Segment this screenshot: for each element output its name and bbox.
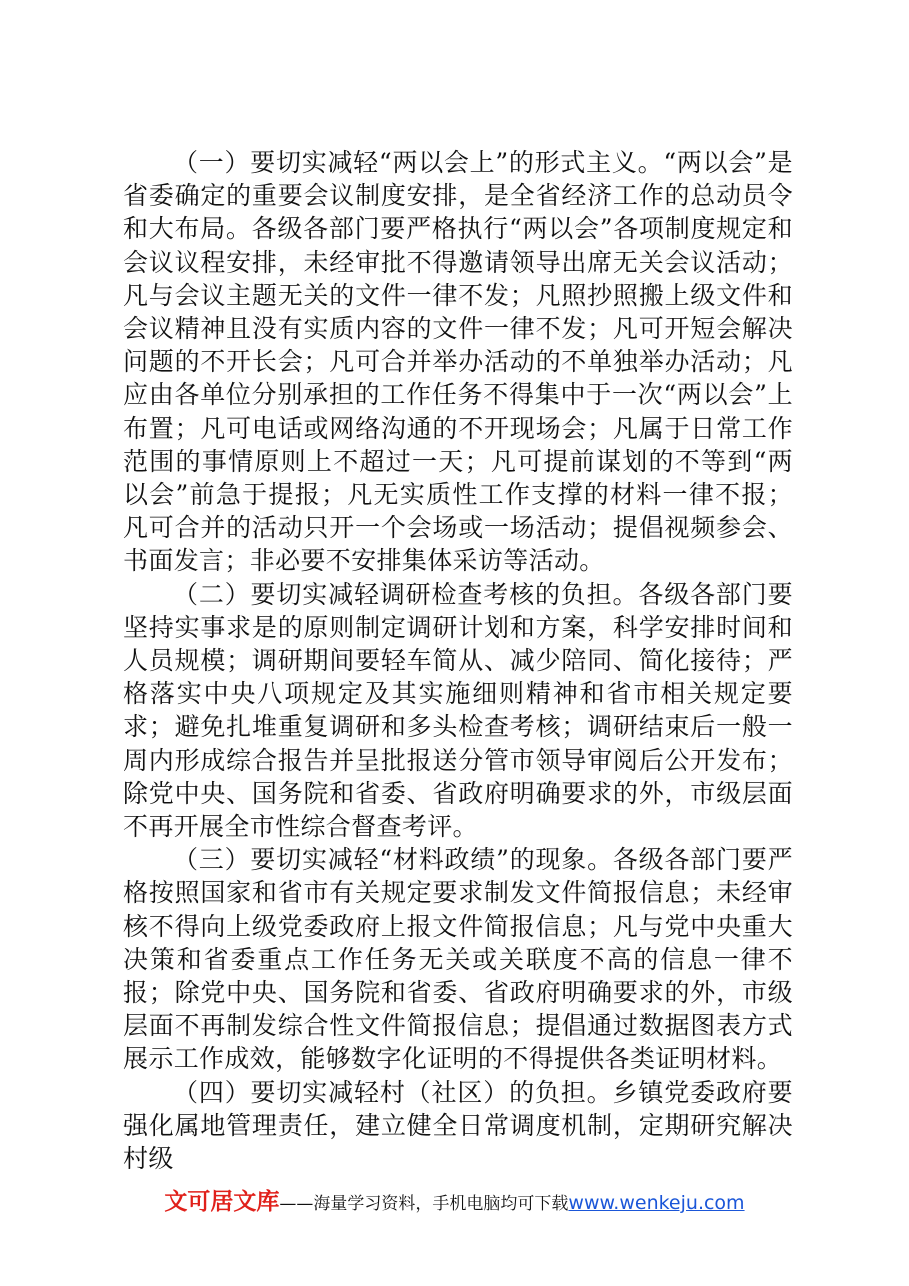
- brand-name: 文可居文库: [164, 1189, 280, 1215]
- footer-slogan: ——海量学习资料，手机电脑均可下载: [279, 1194, 569, 1214]
- paragraph-2: （二）要切实减轻调研检查考核的负担。各级各部门要坚持实事求是的原则制定调研计划和方案，科学安排时间和人员规模；调研期间要轻车简从、减少陪同、简化接待；严格落实中央八项规定及其实施细则精神和省市相关规定要求；避免扎堆重复调研和多头检查考核；调研结束后一般一周内形成综合报告并呈批报送分管市领导审阅后公开发布；除党中央、国务院和省委、省政府明确要求的外，市级层面不再开展全市性综合督查考评。: [123, 579, 793, 842]
- paragraph-1: （一）要切实减轻“两以会上”的形式主义。“两以会”是省委确定的重要会议制度安排，是全省经济工作的总动员令和大布局。各级各部门要严格执行“两以会”各项制度规定和会议议程安排，未经审批不得邀请领导出席无关会议活动；凡与会议主题无关的文件一律不发；凡照抄照搬上级文件和会议精神且没有实质内容的文件一律不发；凡可开短会解决问题的不开长会；凡可合并举办活动的不单独举办活动；凡应由各单位分别承担的工作任务不得集中于一次“两以会”上布置；凡可电话或网络沟通的不开现场会；凡属于日常工作范围的事情原则上不超过一天；凡可提前谋划的不等到“两以会”前急于提报；凡无实质性工作支撑的材料一律不报；凡可合并的活动只开一个会场或一场活动；提倡视频参会、书面发言；非必要不安排集体采访等活动。: [123, 148, 793, 576]
- paragraph-4: （四）要切实减轻村（社区）的负担。乡镇党委政府要强化属地管理责任，建立健全日常调度机制，定期研究解决村级: [123, 1077, 793, 1174]
- paragraph-3: （三）要切实减轻“材料政绩”的现象。各级各部门要严格按照国家和省市有关规定要求制发文件简报信息；未经审核不得向上级党委政府上报文件简报信息；凡与党中央重大决策和省委重点工作任务无关或关联度不高的信息一律不报；除党中央、国务院和省委、省政府明确要求的外，市级层面不再制发综合性文件简报信息；提倡通过数据图表方式展示工作成效，能够数字化证明的不得提供各类证明材料。: [123, 845, 793, 1074]
- document-body: [123, 146, 793, 1175]
- footer-banner: [0, 1183, 909, 1216]
- website-link[interactable]: www.wenkeju.com: [568, 1192, 745, 1214]
